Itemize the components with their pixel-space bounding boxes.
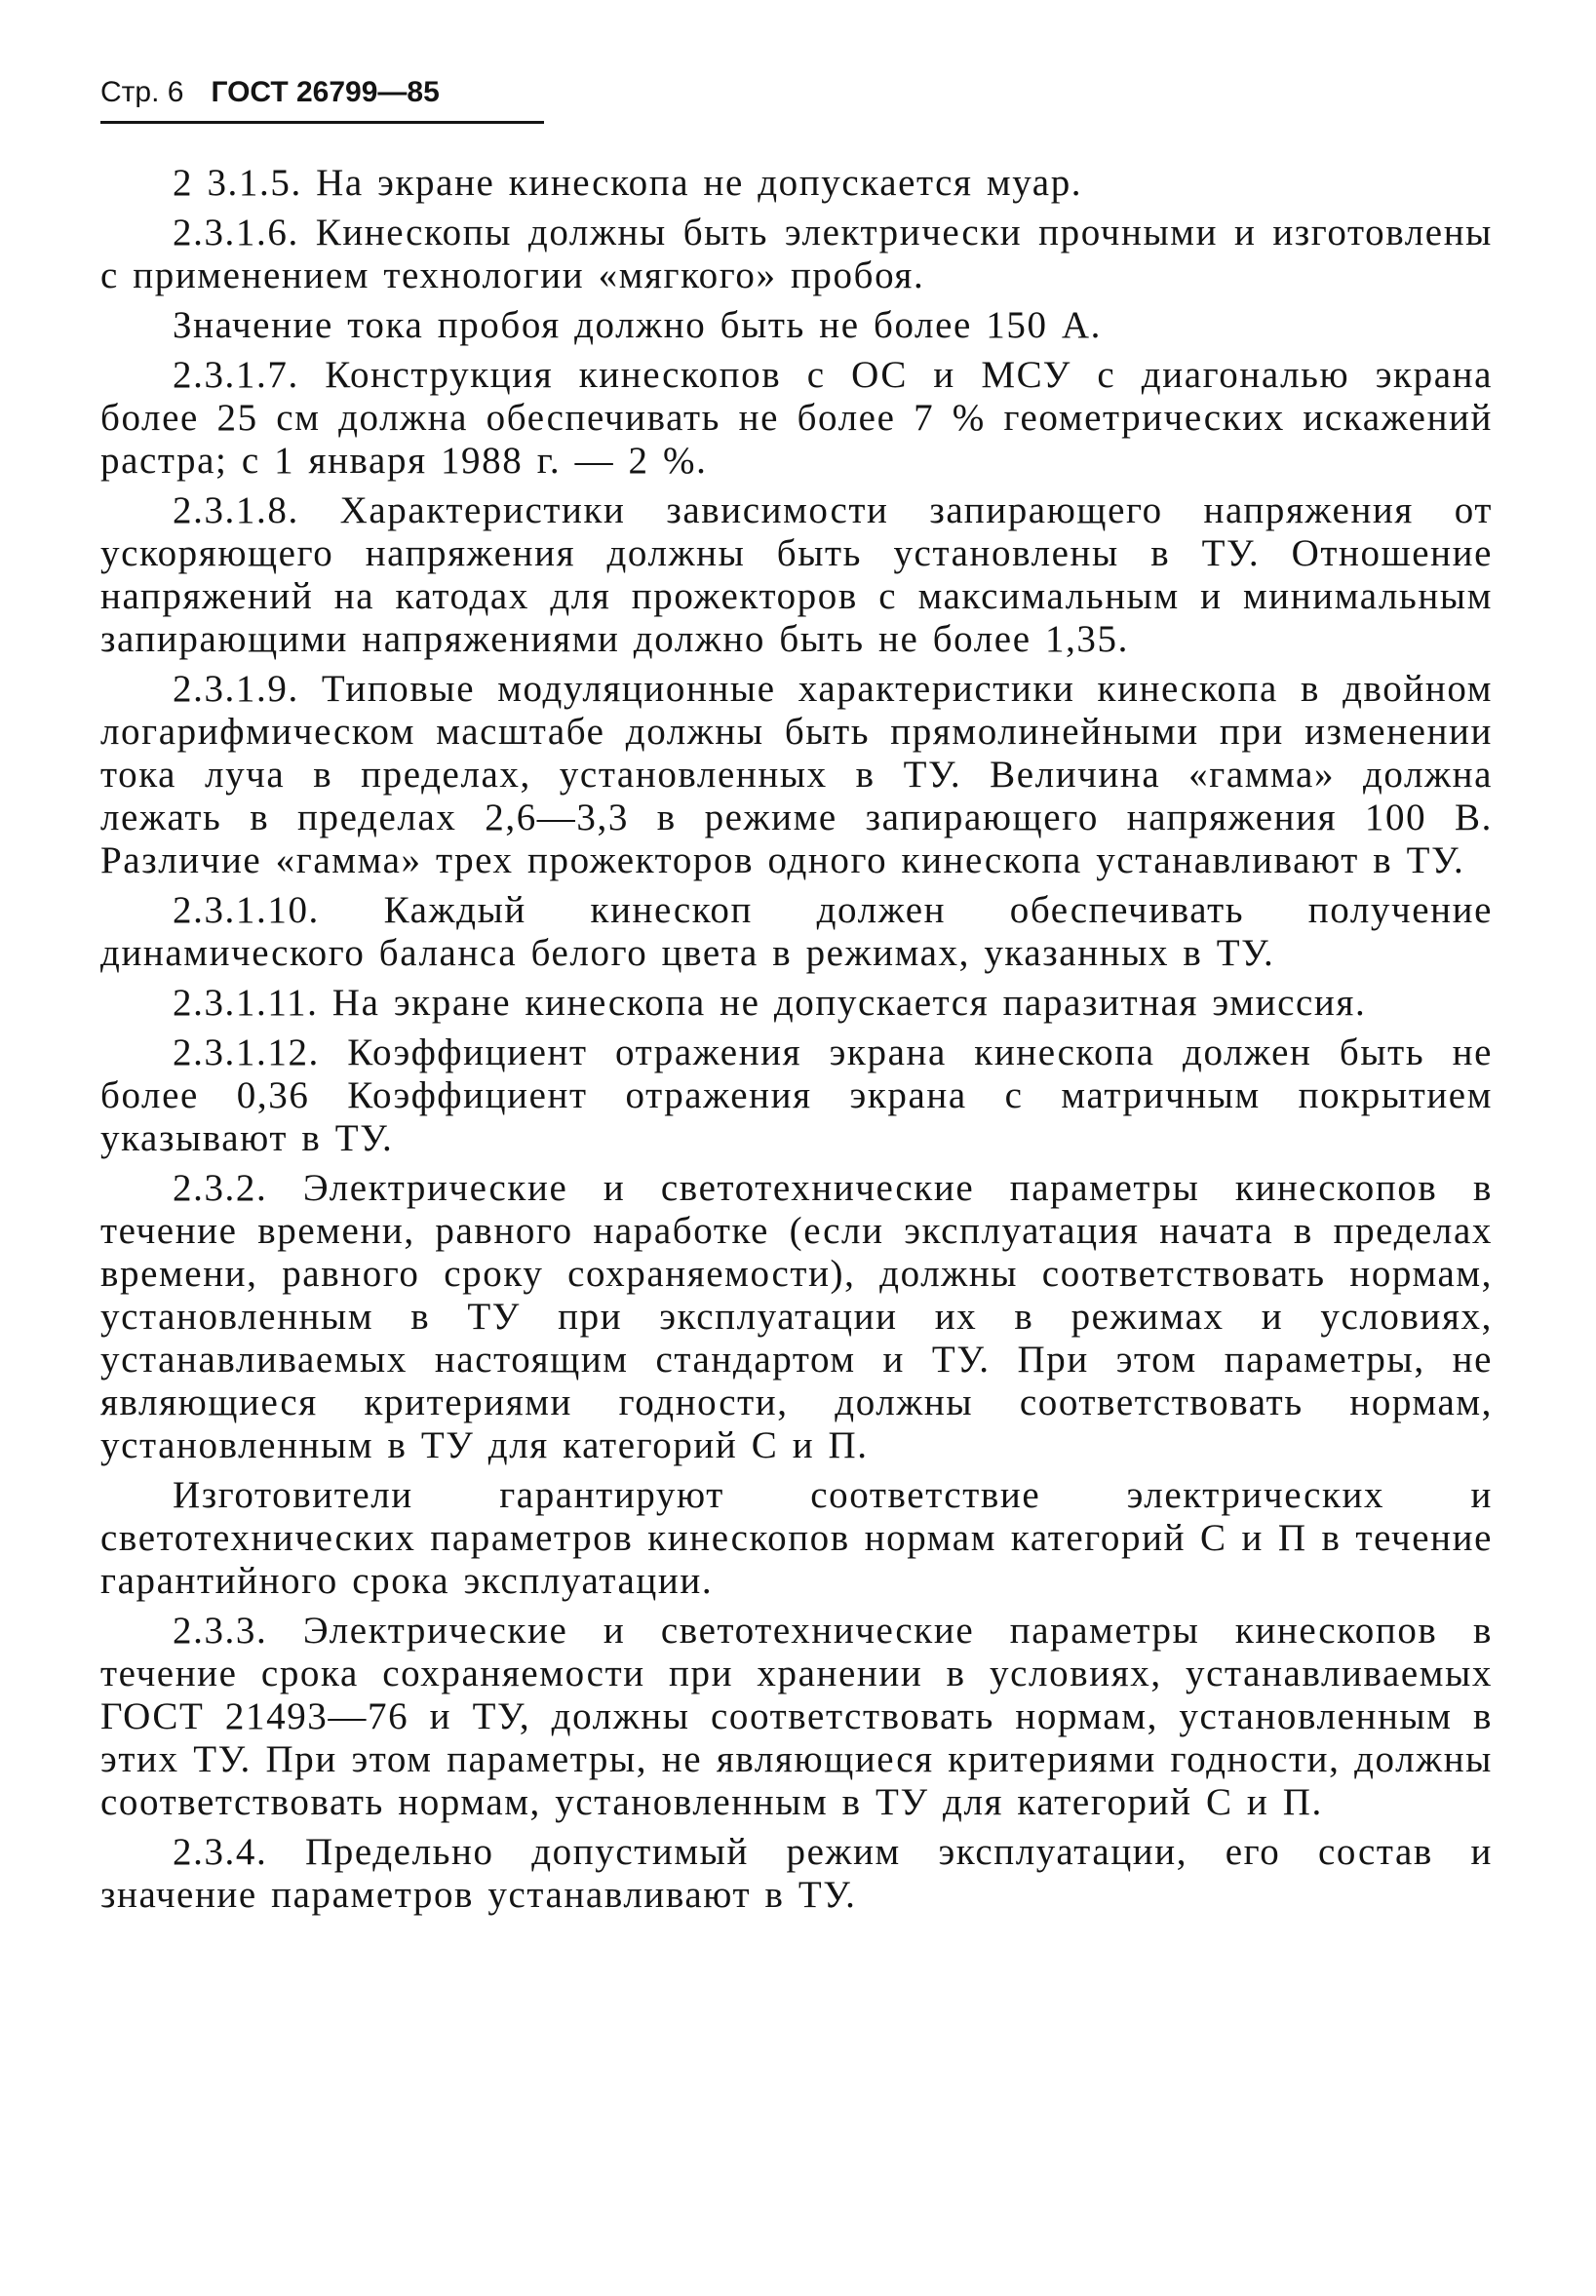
clause-2-3-1-7: 2.3.1.7. Конструкция кинескопов с ОС и МСУ с диагональю экрана более 25 см должна обеспечивать не более 7 % геометрических искажений растра; с 1 января 1988 г. — 2 %. [100, 354, 1493, 482]
clause-2-3-1-11: 2.3.1.11. На экране кинескопа не допускается паразитная эмиссия. [173, 982, 1367, 1024]
clause-2-3-1-5: 2 3.1.5. На экране кинескопа не допускается муар. [173, 162, 1083, 204]
clause-2-3-1-12: 2.3.1.12. Коэффициент отражения экрана кинескопа должен быть не более 0,36 Коэффициент отражения экрана с матричным покрытием указывают в ТУ. [100, 1031, 1493, 1159]
header-rule [100, 121, 544, 124]
clause-2-3-2: 2.3.2. Электрические и светотехнические параметры кинескопов в течение времени, равного наработке (если эксплуатация начата в пределах времени, равного сроку сохраняемости), должны соответствовать нормам, установленным в ТУ при эксплуатации их в режимах и условиях, устанавливаемых настоящим стандартом и ТУ. При этом параметры, не являющиеся критериями годности, должны соответствовать нормам, установленным в ТУ для категорий С и П. [100, 1167, 1493, 1466]
document-body [100, 162, 1493, 1924]
clause-2-3-2-guarantee: Изготовители гарантируют соответствие электрических и светотехнических параметров кинескопов нормам категорий С и П в течение гарантийного срока эксплуатации. [100, 1474, 1493, 1602]
page-number: Стр. 6 [100, 76, 184, 108]
page-header [100, 76, 549, 125]
clause-2-3-1-9: 2.3.1.9. Типовые модуляционные характеристики кинескопа в двойном логарифмическом масштабе должны быть прямолинейными при изменении тока луча в пределах, установленных в ТУ. Величина «гамма» должна лежать в пределах 2,6—3,3 в режиме запирающего напряжения 100 В. Различие «гамма» трех прожекторов одного кинескопа устанавливают в ТУ. [100, 668, 1493, 881]
clause-2-3-1-6-note: Значение тока пробоя должно быть не более 150 А. [173, 304, 1103, 346]
clause-2-3-3: 2.3.3. Электрические и светотехнические параметры кинескопов в течение срока сохраняемости при хранении в условиях, устанавливаемых ГОСТ 21493—76 и ТУ, должны соответствовать нормам, установленным в этих ТУ. При этом параметры, не являющиеся критериями годности, должны соответствовать нормам, установленным в ТУ для категорий С и П. [100, 1610, 1493, 1823]
standard-code: ГОСТ 26799—85 [211, 76, 440, 108]
clause-2-3-1-6: 2.3.1.6. Кинескопы должны быть электрически прочными и изготовлены с применением технологии «мягкого» пробоя. [100, 212, 1493, 296]
clause-2-3-1-10: 2.3.1.10. Каждый кинескоп должен обеспечивать получение динамического баланса белого цвета в режимах, указанных в ТУ. [100, 889, 1493, 974]
clause-2-3-4: 2.3.4. Предельно допустимый режим эксплуатации, его состав и значение параметров устанавливают в ТУ. [100, 1831, 1493, 1916]
clause-2-3-1-8: 2.3.1.8. Характеристики зависимости запирающего напряжения от ускоряющего напряжения должны быть установлены в ТУ. Отношение напряжений на катодах для прожекторов с максимальным и минимальным запирающими напряжениями должно быть не более 1,35. [100, 489, 1493, 660]
